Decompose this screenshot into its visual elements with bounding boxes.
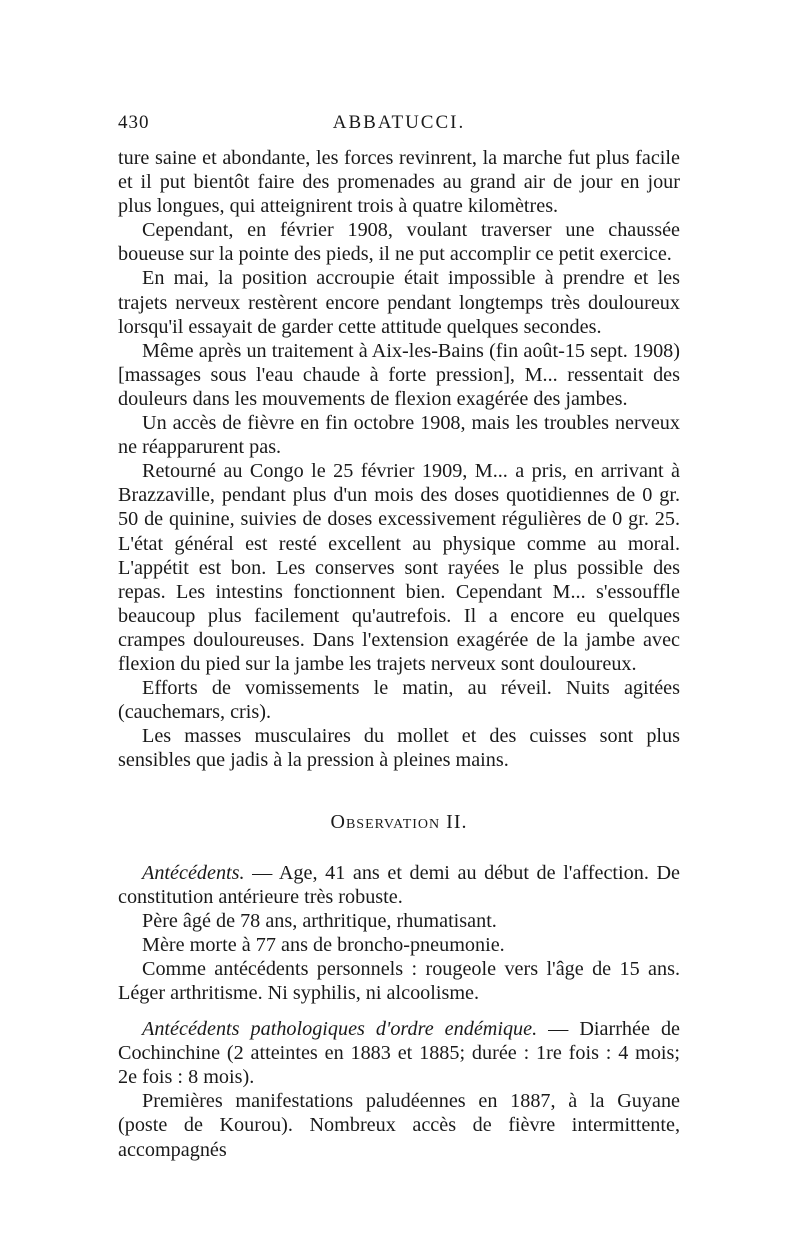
- page-number: 430: [118, 112, 150, 133]
- paragraph-mother: Mère morte à 77 ans de broncho-pneumonie.: [142, 933, 505, 956]
- spacer: [118, 1005, 680, 1017]
- paragraph-father: Père âgé de 78 ans, arthritique, rhumatisant.: [142, 909, 497, 932]
- endemic-text: — Diarrhée de Cochinchine (2 atteintes en 1883 et 1885; durée : 1re fois : 4 mois; 2e fois : 8 mois).: [118, 1018, 680, 1089]
- paragraph-malaria: Premières manifestations paludéennes en 1887, à la Guyane (poste de Kourou). Nombreux accès de fièvre intermittente, accompagnés: [118, 1090, 680, 1161]
- antecedents-text: — Age, 41 ans et demi au début de l'affection. De constitution antérieure très robuste.: [118, 861, 680, 908]
- paragraph-muscles: Les masses musculaires du mollet et des cuisses sont plus sensibles que jadis à la pression à pleines mains.: [118, 725, 680, 772]
- observation-heading: [118, 810, 680, 834]
- observation-heading-numeral: II.: [446, 811, 468, 834]
- paragraph-may: En mai, la position accroupie était impossible à prendre et les trajets nerveux restèrent encore pendant longtemps très douloureux lorsqu'il essayait de garder cette attitude quelques secondes.: [118, 267, 680, 338]
- endemic-label: Antécédents pathologiques d'ordre endémique.: [142, 1018, 538, 1041]
- paragraph-congo-return: Retourné au Congo le 25 février 1909, M... a pris, en arrivant à Brazzaville, pendant plus d'un mois des doses quotidiennes de 0 gr. 50 de quinine, suivies de doses excessivement régulières de 0 gr. 25. L'état général est resté excellent au physique comme au moral. L'appétit est bon. Les conserves sont rayées le plus possible des repas. Les intestins fonctionnent bien. Cependant M... s'essouffle beaucoup plus facilement qu'autrefois. Il a encore eu quelques crampes douloureuses. Dans l'extension exagérée de la jambe avec flexion du pied sur la jambe les trajets nerveux sont douloureux.: [118, 460, 680, 675]
- page-header: [118, 112, 680, 142]
- page-body: [118, 146, 680, 1162]
- paragraph-personal-antecedents: Comme antécédents personnels : rougeole vers l'âge de 15 ans. Léger arthritisme. Ni syphilis, ni alcoolisme.: [118, 957, 680, 1004]
- paragraph-fever-october: Un accès de fièvre en fin octobre 1908, mais les troubles nerveux ne réapparurent pas.: [118, 412, 680, 459]
- running-title: ABBATUCCI.: [332, 112, 466, 133]
- antecedents-label: Antécédents.: [142, 861, 245, 884]
- paragraph-vomiting: Efforts de vomissements le matin, au réveil. Nuits agitées (cauchemars, cris).: [118, 677, 680, 724]
- paragraph-antecedents: [118, 861, 680, 909]
- paragraph-endemic: [118, 1017, 680, 1089]
- paragraph-continuation: ture saine et abondante, les forces revinrent, la marche fut plus facile et il put bientôt faire des promenades au grand air de jour en jour plus longues, qui atteignirent trois à quatre kilomètres.: [118, 147, 680, 218]
- observation-heading-label: Observation: [330, 811, 441, 834]
- paragraph-aix-les-bains: Même après un traitement à Aix-les-Bains (fin août-15 sept. 1908) [massages sous l'eau chaude à forte pression], M... ressentait des douleurs dans les mouvements de flexion exagérée des jambes.: [118, 339, 680, 410]
- paragraph-february-1908: Cependant, en février 1908, voulant traverser une chaussée boueuse sur la pointe des pieds, il ne put accomplir ce petit exercice.: [118, 219, 680, 266]
